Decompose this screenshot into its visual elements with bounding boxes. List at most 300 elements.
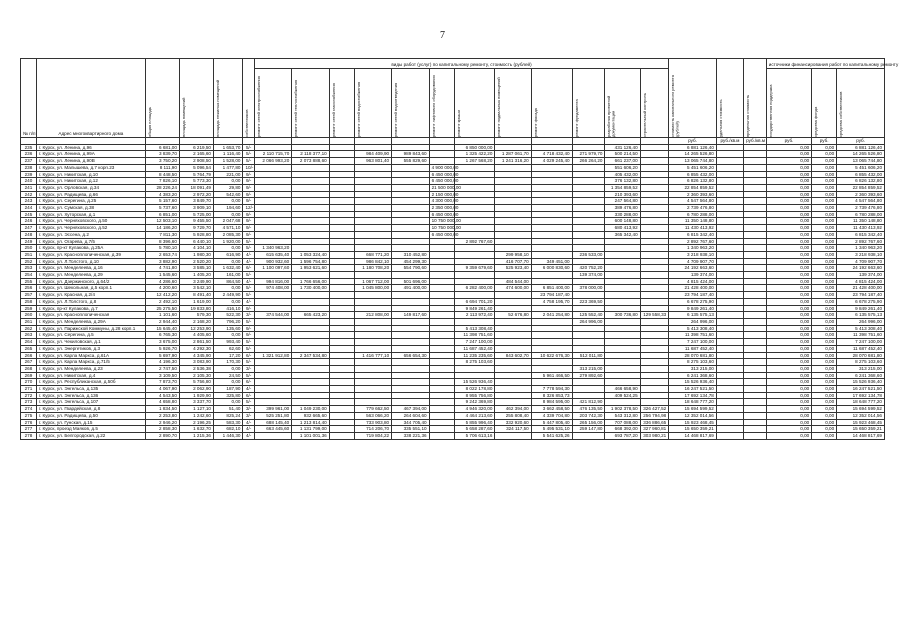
- row-area-other: 0,00: [213, 332, 243, 339]
- row-number: 262: [21, 325, 37, 332]
- row-work-cost-11: [605, 238, 640, 245]
- row-limit: [744, 339, 767, 346]
- row-work-cost-6: [429, 151, 454, 158]
- table-row: [21, 164, 885, 171]
- table-row: [21, 359, 885, 366]
- row-work-cost-11: [605, 298, 640, 305]
- row-work-cost-3: [329, 379, 354, 386]
- row-address: г. Курск, ул. Малышева, д.7 корп.23: [36, 164, 145, 171]
- row-work-cost-11: 389 476,80: [605, 205, 640, 212]
- row-work-cost-12: [640, 292, 669, 299]
- row-number: 240: [21, 178, 37, 185]
- row-area: 4 200,60: [145, 285, 179, 292]
- row-work-cost-9: 3 662 458,50: [531, 406, 572, 413]
- header-area: общая площадь: [145, 59, 179, 138]
- row-work-cost-5: [392, 198, 429, 205]
- row-address: г. Курск, ул. Менделеева, д.29: [36, 272, 145, 279]
- row-total: 11 350 148,80: [669, 218, 717, 225]
- row-total: 11 687 452,40: [669, 345, 717, 352]
- row-src-owners: 14 468 817,69: [837, 432, 885, 439]
- row-work-cost-4: 212 808,00: [354, 312, 391, 319]
- row-work-cost-2: 1 953 621,60: [292, 265, 329, 272]
- row-work-cost-6: [429, 412, 454, 419]
- row-address: г. Курск, ул. Парижской Коммуны, д.28 корп.1: [36, 325, 145, 332]
- table-row: [21, 191, 885, 198]
- header-work-2: ремонт сетей теплоснабжения: [292, 69, 329, 138]
- row-work-cost-10: 420 752,20: [572, 265, 605, 272]
- capital-repair-table: [20, 58, 899, 440]
- row-area-other: 135,60: [213, 325, 243, 332]
- row-total: 12 352 014,56: [669, 412, 717, 419]
- row-work-cost-4: [354, 231, 391, 238]
- row-number: 277: [21, 426, 37, 433]
- row-work-cost-2: [292, 325, 329, 332]
- row-address: г. Курск, ул. Ленина, д.90В: [36, 158, 145, 165]
- row-limit: [744, 164, 767, 171]
- row-src-funds: 0,00: [812, 312, 837, 319]
- row-area-living: 2 520,20: [179, 258, 213, 265]
- row-work-cost-9: 4 758 195,70: [531, 298, 572, 305]
- row-work-cost-5: 491 400,00: [392, 285, 429, 292]
- row-work-cost-8: 462 394,00: [495, 406, 531, 413]
- row-work-cost-5: [392, 345, 429, 352]
- row-work-cost-2: [292, 332, 329, 339]
- row-work-cost-8: [495, 325, 531, 332]
- row-area-other: 825,24: [213, 412, 243, 419]
- table-row: [21, 419, 885, 426]
- row-limit: [744, 171, 767, 178]
- row-src-support: 0,00: [766, 198, 811, 205]
- row-total: 5 413 308,40: [669, 325, 717, 332]
- row-work-cost-1: 2 066 993,20: [254, 158, 291, 165]
- row-work-cost-3: [329, 251, 354, 258]
- row-work-cost-1: [254, 325, 291, 332]
- row-work-cost-4: [354, 399, 391, 406]
- row-unit-cost: [716, 278, 743, 285]
- row-address: г. Курск, ул. Республиканская, д.50б: [36, 379, 145, 386]
- row-work-cost-7: [454, 278, 495, 285]
- row-area: 1 545,60: [145, 272, 179, 279]
- row-src-funds: 0,00: [812, 158, 837, 165]
- row-work-cost-11: [605, 345, 640, 352]
- row-src-funds: 0,00: [812, 372, 837, 379]
- row-src-funds: 0,00: [812, 332, 837, 339]
- header-work-1: ремонт сетей электроснабжения: [254, 69, 291, 138]
- row-work-cost-11: 1 902 378,50: [605, 406, 640, 413]
- row-work-cost-3: [329, 426, 354, 433]
- row-work-cost-5: 338 221,36: [392, 432, 429, 439]
- row-work-cost-7: 4 946 320,00: [454, 406, 495, 413]
- row-area-living: 4 292,30: [179, 345, 213, 352]
- row-area-living: 2 861,50: [179, 339, 213, 346]
- row-work-cost-7: [454, 372, 495, 379]
- row-work-cost-12: [640, 359, 669, 366]
- row-floors: 3/-: [243, 412, 254, 419]
- row-work-cost-10: [572, 164, 605, 171]
- row-work-cost-9: [531, 218, 572, 225]
- table-row: [21, 372, 885, 379]
- row-area: 8 111,90: [145, 164, 179, 171]
- row-work-cost-5: [392, 225, 429, 232]
- row-number: 258: [21, 298, 37, 305]
- row-src-owners: 5 413 308,40: [837, 325, 885, 332]
- row-work-cost-4: 984 409,90: [354, 151, 391, 158]
- row-work-cost-12: [640, 211, 669, 218]
- row-number: 261: [21, 318, 37, 325]
- row-number: 275: [21, 412, 37, 419]
- table-row: [21, 205, 885, 212]
- row-work-cost-9: [531, 184, 572, 191]
- row-work-cost-10: [572, 218, 605, 225]
- row-work-cost-3: [329, 372, 354, 379]
- row-work-cost-2: [292, 184, 329, 191]
- row-area-other: 0,00: [213, 365, 243, 372]
- row-area: 2 944,40: [145, 318, 179, 325]
- row-number: 263: [21, 332, 37, 339]
- row-work-cost-2: [292, 178, 329, 185]
- row-work-cost-6: [429, 399, 454, 406]
- row-work-cost-11: [605, 352, 640, 359]
- row-number: 264: [21, 339, 37, 346]
- row-unit-cost: [716, 345, 743, 352]
- row-work-cost-8: [495, 345, 531, 352]
- table-row: [21, 218, 885, 225]
- row-work-cost-1: [254, 238, 291, 245]
- row-src-owners: 1 340 963,20: [837, 245, 885, 252]
- row-number: 242: [21, 191, 37, 198]
- row-src-owners: 17 692 134,78: [837, 392, 885, 399]
- row-area-living: 18 091,49: [179, 184, 213, 191]
- row-work-cost-1: 399 961,00: [254, 406, 291, 413]
- header-src-owners: средства собственников: [837, 69, 885, 138]
- row-work-cost-5: [392, 191, 429, 198]
- row-work-cost-6: [429, 365, 454, 372]
- row-src-funds: 0,00: [812, 285, 837, 292]
- row-src-support: 0,00: [766, 265, 811, 272]
- page-number: 7: [440, 30, 445, 41]
- row-src-support: 0,00: [766, 178, 811, 185]
- header-work-6: ремонт лифтового оборудования: [429, 69, 454, 138]
- row-work-cost-8: [495, 379, 531, 386]
- row-work-cost-4: 714 206,70: [354, 426, 391, 433]
- row-floors: 9/-: [243, 178, 254, 185]
- row-work-cost-4: [354, 191, 391, 198]
- row-work-cost-11: 668 392,00: [605, 426, 640, 433]
- row-work-cost-10: [572, 245, 605, 252]
- row-work-cost-5: [392, 245, 429, 252]
- row-work-cost-10: [572, 345, 605, 352]
- row-area-other: 29,80: [213, 184, 243, 191]
- row-work-cost-12: [640, 285, 669, 292]
- row-work-cost-11: 707 088,00: [605, 419, 640, 426]
- row-total: 6 135 575,13: [669, 312, 717, 319]
- row-work-cost-2: [292, 191, 329, 198]
- row-work-cost-8: [495, 211, 531, 218]
- row-work-cost-12: [640, 392, 669, 399]
- row-area: 3 839,70: [145, 151, 179, 158]
- row-src-funds: 0,00: [812, 225, 837, 232]
- row-src-support: 0,00: [766, 144, 811, 151]
- row-work-cost-4: 733 903,80: [354, 419, 391, 426]
- row-work-cost-3: [329, 158, 354, 165]
- row-work-cost-12: 336 886,65: [640, 419, 669, 426]
- row-area-living: 2 105,30: [179, 372, 213, 379]
- row-unit-cost: [716, 218, 743, 225]
- row-src-support: 0,00: [766, 191, 811, 198]
- row-area-living: 4 345,90: [179, 352, 213, 359]
- row-src-funds: 0,00: [812, 426, 837, 433]
- row-floors: 9/-: [243, 325, 254, 332]
- row-work-cost-10: 264 996,00: [572, 318, 605, 325]
- table-row: [21, 258, 885, 265]
- row-address: г. Курск, ул. Радищева, д.66: [36, 191, 145, 198]
- table-row: [21, 158, 885, 165]
- row-work-cost-9: [531, 238, 572, 245]
- row-limit: [744, 285, 767, 292]
- row-area-living: 1 619,00: [179, 298, 213, 305]
- row-number: 249: [21, 238, 37, 245]
- row-unit-cost: [716, 392, 743, 399]
- row-work-cost-9: [531, 251, 572, 258]
- row-work-cost-6: 10 750 000,00: [429, 225, 454, 232]
- row-work-cost-1: [254, 205, 291, 212]
- row-work-cost-5: 335 551,10: [392, 426, 429, 433]
- row-address: г. Курск, проезд Маяков, д.5: [36, 426, 145, 433]
- row-area-other: 170,30: [213, 359, 243, 366]
- row-area-living: 3 849,70: [179, 198, 213, 205]
- row-work-cost-10: 378 000,00: [572, 285, 605, 292]
- row-src-support: 0,00: [766, 218, 811, 225]
- row-area-living: 1 242,60: [179, 412, 213, 419]
- row-work-cost-3: [329, 332, 354, 339]
- row-work-cost-12: 327 960,81: [640, 426, 669, 433]
- row-work-cost-3: [329, 412, 354, 419]
- row-work-cost-6: [429, 285, 454, 292]
- row-number: 250: [21, 245, 37, 252]
- row-work-cost-10: [572, 332, 605, 339]
- row-src-support: 0,00: [766, 406, 811, 413]
- row-floors: 6/-: [243, 379, 254, 386]
- row-work-cost-5: [392, 318, 429, 325]
- row-work-cost-3: [329, 225, 354, 232]
- row-work-cost-5: [392, 372, 429, 379]
- row-work-cost-7: [454, 318, 495, 325]
- row-number: 247: [21, 225, 37, 232]
- row-address: г. Курск, ул. Хуторская, д.1: [36, 211, 145, 218]
- row-total: 15 923 468,45: [669, 419, 717, 426]
- row-work-cost-11: [605, 292, 640, 299]
- table-row: [21, 386, 885, 393]
- row-area-living: 3 337,70: [179, 399, 213, 406]
- row-work-cost-6: [429, 406, 454, 413]
- row-area: 6 851,00: [145, 211, 179, 218]
- row-floors: 4/-: [243, 426, 254, 433]
- row-work-cost-8: [495, 298, 531, 305]
- row-work-cost-1: [254, 184, 291, 191]
- row-src-funds: 0,00: [812, 339, 837, 346]
- row-work-cost-4: [354, 298, 391, 305]
- row-area-living: 2 536,38: [179, 365, 213, 372]
- row-area-other: 864,50: [213, 278, 243, 285]
- row-work-cost-9: 10 622 676,30: [531, 352, 572, 359]
- table-row: [21, 332, 885, 339]
- row-total: 14 468 817,69: [669, 432, 717, 439]
- row-src-owners: 2 739 476,80: [837, 205, 885, 212]
- row-work-cost-8: [495, 386, 531, 393]
- row-unit-cost: [716, 372, 743, 379]
- row-limit: [744, 198, 767, 205]
- row-area-other: 0,00: [213, 198, 243, 205]
- row-unit-cost: [716, 399, 743, 406]
- row-area-other: 0,00: [213, 245, 243, 252]
- row-work-cost-11: 365 342,40: [605, 231, 640, 238]
- row-src-support: 0,00: [766, 158, 811, 165]
- row-area-other: 17,20: [213, 352, 243, 359]
- row-work-cost-11: 466 658,90: [605, 386, 640, 393]
- row-work-cost-6: [429, 426, 454, 433]
- row-src-funds: 0,00: [812, 412, 837, 419]
- row-work-cost-10: [572, 191, 605, 198]
- row-limit: [744, 426, 767, 433]
- row-area: 2 946,20: [145, 419, 179, 426]
- row-area-living: 3 585,10: [179, 265, 213, 272]
- unit-funds: руб.: [812, 138, 837, 145]
- table-row: [21, 211, 885, 218]
- row-src-support: 0,00: [766, 285, 811, 292]
- row-work-cost-12: [640, 332, 669, 339]
- row-src-funds: 0,00: [812, 238, 837, 245]
- row-src-owners: 264 996,00: [837, 318, 885, 325]
- table-row: [21, 292, 885, 299]
- row-number: 236: [21, 151, 37, 158]
- row-src-funds: 0,00: [812, 365, 837, 372]
- row-work-cost-1: [254, 144, 291, 151]
- row-src-owners: 22 854 859,52: [837, 184, 885, 191]
- row-address: г. Курск, ул. Чекиловская, д.1: [36, 339, 145, 346]
- row-area-living: 3 542,10: [179, 285, 213, 292]
- row-work-cost-6: 10 750 000,00: [429, 218, 454, 225]
- row-work-cost-1: 900 932,60: [254, 258, 291, 265]
- row-src-owners: 18 648 777,20: [837, 399, 885, 406]
- row-number: 238: [21, 164, 37, 171]
- row-work-cost-2: 2 347 534,80: [292, 352, 329, 359]
- header-fund: собственников: [243, 59, 254, 138]
- row-work-cost-9: [531, 205, 572, 212]
- row-total: 15 694 599,52: [669, 406, 717, 413]
- row-area-other: 542,60: [213, 191, 243, 198]
- row-work-cost-7: [454, 198, 495, 205]
- row-number: 237: [21, 158, 37, 165]
- row-number: 244: [21, 205, 37, 212]
- row-floors: 6/-: [243, 352, 254, 359]
- row-work-cost-5: 344 705,40: [392, 419, 429, 426]
- row-address: г. Курск, ул. Энгельса, д.136: [36, 392, 145, 399]
- table-row: [21, 171, 885, 178]
- row-work-cost-12: [640, 305, 669, 312]
- row-work-cost-10: [572, 225, 605, 232]
- row-work-cost-5: [392, 184, 429, 191]
- row-total: 3 218 938,10: [669, 251, 717, 258]
- row-work-cost-2: [292, 225, 329, 232]
- row-area-living: 5 764,79: [179, 171, 213, 178]
- row-total: 1 340 963,20: [669, 245, 717, 252]
- row-floors: 5/-: [243, 399, 254, 406]
- row-work-cost-2: [292, 238, 329, 245]
- row-src-owners: 21 428 400,00: [837, 285, 885, 292]
- header-source-group: источники финансирования работ по капитальному ремонту: [766, 59, 884, 69]
- row-unit-cost: [716, 432, 743, 439]
- row-work-cost-1: [254, 359, 291, 366]
- row-src-funds: 0,00: [812, 305, 837, 312]
- row-work-cost-8: [495, 339, 531, 346]
- row-unit-cost: [716, 298, 743, 305]
- row-work-cost-6: [429, 325, 454, 332]
- row-work-cost-12: [640, 272, 669, 279]
- row-limit: [744, 379, 767, 386]
- row-area-other: 0,00: [213, 399, 243, 406]
- row-work-cost-2: [292, 144, 329, 151]
- row-src-support: 0,00: [766, 238, 811, 245]
- row-area-other: 62,60: [213, 345, 243, 352]
- row-floors: 9/-: [243, 184, 254, 191]
- row-work-cost-3: [329, 245, 354, 252]
- row-limit: [744, 325, 767, 332]
- row-src-owners: 4 709 907,70: [837, 258, 885, 265]
- row-work-cost-9: 8 326 853,73: [531, 392, 572, 399]
- row-work-cost-2: [292, 272, 329, 279]
- row-work-cost-6: [429, 312, 454, 319]
- row-address: г. Курск, ул. Менделеева, д.23: [36, 365, 145, 372]
- row-work-cost-9: [531, 318, 572, 325]
- row-number: 251: [21, 251, 37, 258]
- row-src-support: 0,00: [766, 345, 811, 352]
- row-area-living: 6 440,10: [179, 238, 213, 245]
- row-work-cost-11: [605, 285, 640, 292]
- row-work-cost-3: [329, 272, 354, 279]
- row-area: 6 765,30: [145, 332, 179, 339]
- row-address: г. Курск, пр-кт Кулакова, д.7: [36, 305, 145, 312]
- row-work-cost-8: [495, 332, 531, 339]
- row-address: г. Курск, ул. Л.Толстого, д.8: [36, 298, 145, 305]
- row-floors: 4/-: [243, 432, 254, 439]
- row-work-cost-8: 843 602,70: [495, 352, 531, 359]
- row-src-support: 0,00: [766, 365, 811, 372]
- row-work-cost-12: 129 558,33: [640, 312, 669, 319]
- row-work-cost-2: [292, 379, 329, 386]
- row-work-cost-9: 5 541 625,26: [531, 432, 572, 439]
- row-work-cost-2: 1 766 656,00: [292, 278, 329, 285]
- row-work-cost-8: [495, 231, 531, 238]
- row-work-cost-6: [429, 144, 454, 151]
- row-limit: [744, 211, 767, 218]
- row-address: г. Курск, ул. Дзержинского, д.64/2: [36, 278, 145, 285]
- row-number: 241: [21, 184, 37, 191]
- row-work-cost-7: 5 855 996,40: [454, 419, 495, 426]
- row-area-other: 616,90: [213, 251, 243, 258]
- row-address: г. Курск, ул. Менделеева, д.29А: [36, 318, 145, 325]
- row-unit-cost: [716, 406, 743, 413]
- row-area: 7 873,70: [145, 379, 179, 386]
- row-floors: 4/-: [243, 278, 254, 285]
- row-work-cost-3: [329, 144, 354, 151]
- row-unit-cost: [716, 365, 743, 372]
- row-work-cost-8: 484 544,00: [495, 278, 531, 285]
- row-unit-cost: [716, 171, 743, 178]
- row-number: 271: [21, 386, 37, 393]
- row-work-cost-12: [640, 345, 669, 352]
- row-src-owners: 3 218 938,10: [837, 251, 885, 258]
- row-work-cost-10: [572, 292, 605, 299]
